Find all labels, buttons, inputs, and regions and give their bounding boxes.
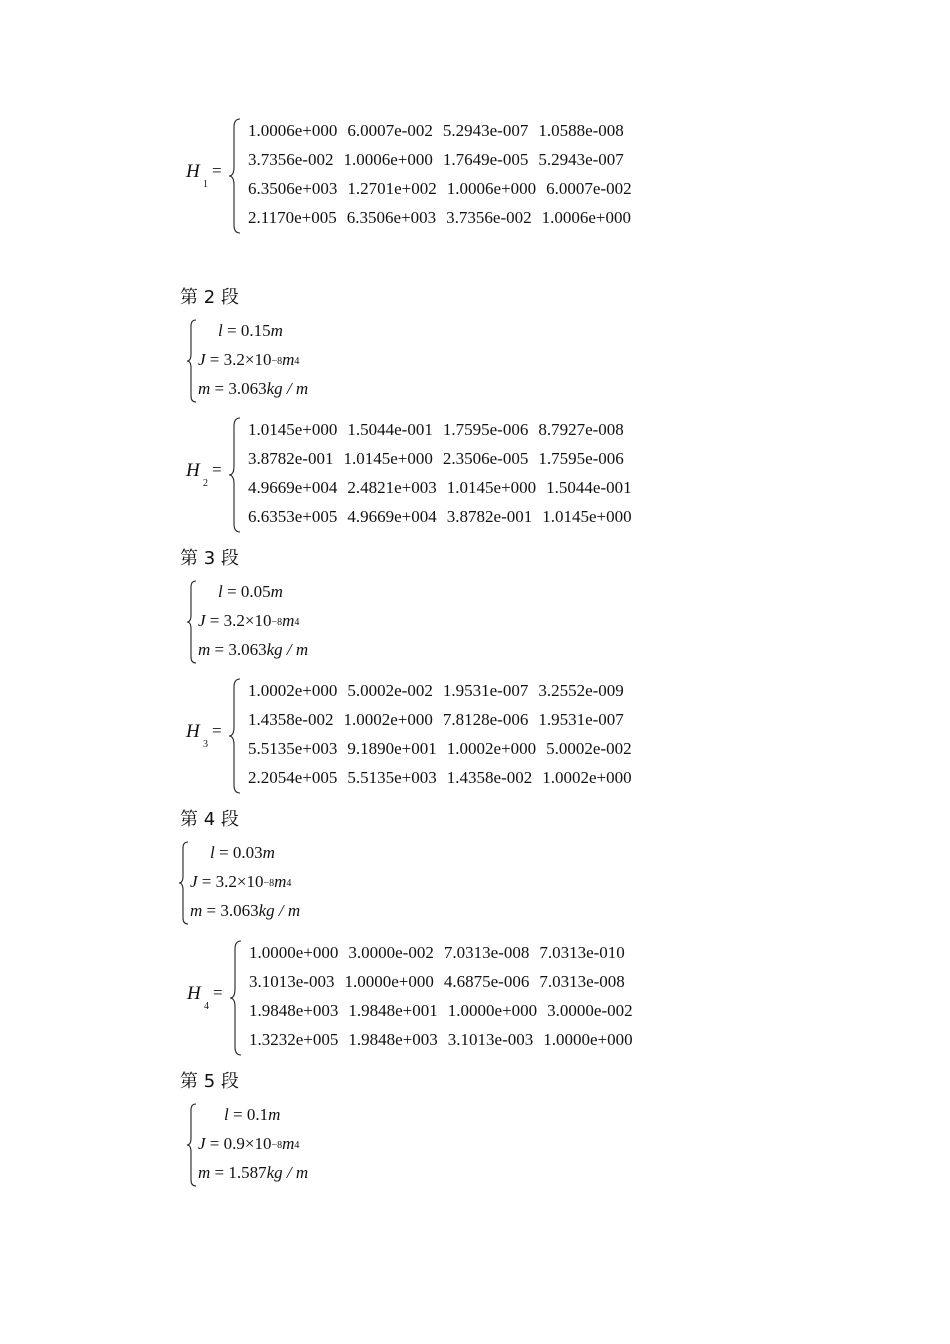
segment-heading: 第 5 段 <box>180 1071 239 1092</box>
matrix-row: 1.3232e+005 1.9848e+003 3.1013e-003 1.0000e+000 <box>249 1030 633 1049</box>
matrix-label: H <box>187 983 201 1004</box>
matrix-h2 <box>186 416 706 534</box>
left-brace <box>186 1102 198 1188</box>
equals-sign: = <box>212 460 222 479</box>
left-brace <box>229 939 243 1057</box>
matrix-subscript: 3 <box>203 739 208 750</box>
param-mass: m = 3.063kg / m <box>198 640 309 659</box>
param-inertia: $J = 3.2\times 10^{-8}m^4$ <box>198 611 300 630</box>
equals-sign: = <box>212 721 222 740</box>
matrix-row: 3.7356e-002 1.0006e+000 1.7649e-005 5.2943e-007 <box>248 150 624 169</box>
left-brace <box>228 416 242 534</box>
segment-heading: 第 4 段 <box>180 809 239 830</box>
matrix-label: H <box>186 460 200 481</box>
matrix-h1 <box>186 117 706 235</box>
segment-params <box>186 579 346 665</box>
matrix-row: 2.2054e+005 5.5135e+003 1.4358e-002 1.0002e+000 <box>248 768 632 787</box>
left-brace <box>228 117 242 235</box>
equals-sign: = <box>213 983 223 1002</box>
matrix-subscript: 1 <box>203 179 208 190</box>
segment-params <box>186 1102 346 1188</box>
param-inertia: $J = 0.9\times 10^{-8}m^4$ <box>198 1134 300 1153</box>
left-brace <box>186 318 198 404</box>
matrix-row: 1.0006e+000 6.0007e-002 5.2943e-007 1.0588e-008 <box>248 121 624 140</box>
matrix-label: H <box>186 721 200 742</box>
matrix-subscript: 2 <box>203 478 208 489</box>
param-mass: m = 3.063kg / m <box>198 379 309 398</box>
matrix-row: 1.4358e-002 1.0002e+000 7.8128e-006 1.9531e-007 <box>248 710 624 729</box>
segment-heading: 第 2 段 <box>180 287 239 308</box>
matrix-label: H <box>186 161 200 182</box>
equals-sign: = <box>212 161 222 180</box>
param-inertia: $J = 3.2\times 10^{-8}m^4$ <box>198 350 300 369</box>
matrix-h3 <box>186 677 706 795</box>
matrix-subscript: 4 <box>204 1001 209 1012</box>
matrix-h4 <box>187 939 707 1057</box>
matrix-row: 2.1170e+005 6.3506e+003 3.7356e-002 1.0006e+000 <box>248 208 632 227</box>
param-length: l = 0.03m <box>210 843 275 862</box>
matrix-row: 5.5135e+003 9.1890e+001 1.0002e+000 5.0002e-002 <box>248 739 632 758</box>
matrix-row: 3.1013e-003 1.0000e+000 4.6875e-006 7.0313e-008 <box>249 972 625 991</box>
param-mass: m = 1.587kg / m <box>198 1163 309 1182</box>
matrix-row: 1.9848e+003 1.9848e+001 1.0000e+000 3.0000e-002 <box>249 1001 633 1020</box>
matrix-row: 1.0145e+000 1.5044e-001 1.7595e-006 8.7927e-008 <box>248 420 624 439</box>
matrix-row: 3.8782e-001 1.0145e+000 2.3506e-005 1.7595e-006 <box>248 449 624 468</box>
segment-params <box>178 840 338 926</box>
param-mass: m = 3.063kg / m <box>190 901 301 920</box>
param-length: l = 0.1m <box>224 1105 281 1124</box>
left-brace <box>178 840 190 926</box>
segment-params <box>186 318 346 404</box>
matrix-row: 1.0002e+000 5.0002e-002 1.9531e-007 3.2552e-009 <box>248 681 624 700</box>
param-inertia: $J = 3.2\times 10^{-8}m^4$ <box>190 872 292 891</box>
param-length: l = 0.15m <box>218 321 283 340</box>
matrix-row: 6.3506e+003 1.2701e+002 1.0006e+000 6.0007e-002 <box>248 179 632 198</box>
param-length: l = 0.05m <box>218 582 283 601</box>
matrix-row: 6.6353e+005 4.9669e+004 3.8782e-001 1.0145e+000 <box>248 507 632 526</box>
left-brace <box>186 579 198 665</box>
segment-heading: 第 3 段 <box>180 548 239 569</box>
left-brace <box>228 677 242 795</box>
matrix-row: 4.9669e+004 2.4821e+003 1.0145e+000 1.5044e-001 <box>248 478 632 497</box>
matrix-row: 1.0000e+000 3.0000e-002 7.0313e-008 7.0313e-010 <box>249 943 625 962</box>
